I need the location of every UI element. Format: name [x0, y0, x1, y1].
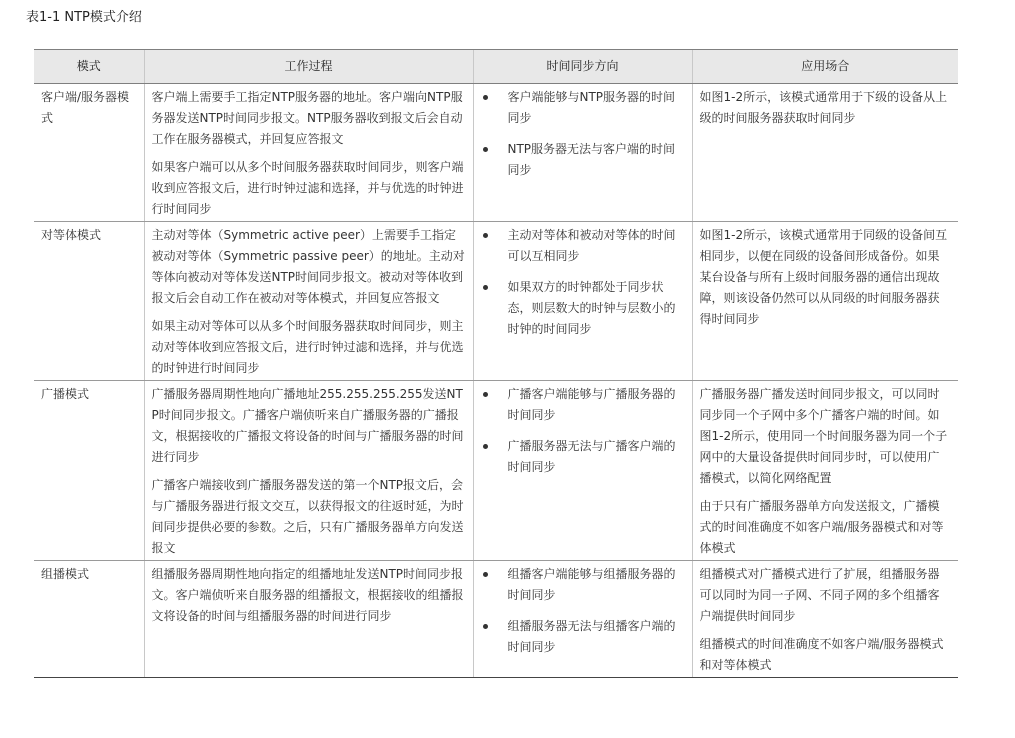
table-row: [34, 561, 958, 678]
sync-direction-list: [481, 87, 685, 181]
application-paragraph: 如图1-2所示，该模式通常用于同级的设备间互相同步，以便在同级的设备间形成备份。如果某台设备与所有上级时间服务器的通信出现故障，则该设备仍然可以从同级的时间服务器获得时间同步: [699, 228, 948, 326]
cell-sync-direction: [473, 222, 692, 381]
list-item-text: 客户端能够与NTP服务器的时间同步: [507, 90, 676, 125]
process-paragraph: 如果主动对等体可以从多个时间服务器获取时间同步，则主动对等体收到应答报文后，进行时钟过滤和选择，并与优选的时钟进行时间同步: [151, 319, 464, 375]
bullet-icon: [483, 233, 488, 238]
list-item: [481, 436, 685, 478]
application-paragraph: 组播模式对广播模式进行了扩展，组播服务器可以同时为同一子网、不同子网的多个组播客户端提供时间同步: [699, 567, 940, 623]
cell-mode: 组播模式: [34, 561, 144, 678]
bullet-icon: [483, 624, 488, 629]
bullet-icon: [483, 572, 488, 577]
list-item-text: 主动对等体和被动对等体的时间可以互相同步: [507, 228, 676, 263]
cell-process: [144, 561, 473, 678]
application-paragraph: 如图1-2所示，该模式通常用于下级的设备从上级的时间服务器获取时间同步: [699, 90, 948, 125]
cell-process: [144, 381, 473, 561]
cell-application: [692, 561, 958, 678]
cell-application: [692, 222, 958, 381]
list-item: [481, 384, 685, 426]
table-caption: 表1-1 NTP模式介绍: [26, 10, 142, 25]
sync-direction-list: [481, 564, 685, 658]
list-item-text: 广播服务器无法与广播客户端的时间同步: [507, 439, 676, 474]
bullet-icon: [483, 95, 488, 100]
sync-direction-list: [481, 384, 685, 478]
header-mode: 模式: [34, 50, 144, 84]
bullet-icon: [483, 444, 488, 449]
header-application: 应用场合: [692, 50, 958, 84]
list-item-text: 组播客户端能够与组播服务器的时间同步: [507, 567, 676, 602]
bullet-icon: [483, 147, 488, 152]
table-header-row: [34, 50, 958, 84]
list-item: [481, 564, 685, 606]
process-paragraph: 组播服务器周期性地向指定的组播地址发送NTP时间同步报文。客户端侦听来自服务器的组播报文，根据接收的组播报文将设备的时间与组播服务器的时间进行同步: [151, 567, 464, 623]
ntp-mode-table: [34, 49, 958, 678]
application-paragraph: 由于只有广播服务器单方向发送报文，广播模式的时间准确度不如客户端/服务器模式和对等体模式: [699, 499, 944, 555]
application-paragraph: 广播服务器广播发送时间同步报文，可以同时同步同一个子网中多个广播客户端的时间。如图1-2所示，使用同一个时间服务器为同一个子网中的大量设备提供时间同步时，可以使用广播模式，以简化网络配置: [699, 387, 948, 485]
table-row: [34, 381, 958, 561]
list-item: [481, 277, 685, 340]
list-item-text: 组播服务器无法与组播客户端的时间同步: [507, 619, 676, 654]
list-item: [481, 139, 685, 181]
bullet-icon: [483, 392, 488, 397]
process-paragraph: 广播服务器周期性地向广播地址255.255.255.255发送NTP时间同步报文。广播客户端侦听来自广播服务器的广播报文，根据接收的广播报文将设备的时间与广播服务器的时间进行同步: [151, 387, 464, 464]
list-item: [481, 87, 685, 129]
table-row: [34, 84, 958, 222]
list-item-text: NTP服务器无法与客户端的时间同步: [507, 142, 676, 177]
process-paragraph: 主动对等体（Symmetric active peer）上需要手工指定被动对等体（Symmetric passive peer）的地址。主动对等体向被动对等体发送NTP时间同步报文。被动对等体收到报文后会自动工作在被动对等体模式，并回复应答报文: [151, 228, 465, 305]
cell-mode: 对等体模式: [34, 222, 144, 381]
cell-application: [692, 84, 958, 222]
application-paragraph: 组播模式的时间准确度不如客户端/服务器模式和对等体模式: [699, 637, 944, 672]
process-paragraph: 广播客户端接收到广播服务器发送的第一个NTP报文后，会与广播服务器进行报文交互，以获得报文的往返时延，为时间同步提供必要的参数。之后，只有广播服务器单方向发送报文: [151, 478, 464, 555]
header-process: 工作过程: [144, 50, 473, 84]
cell-process: [144, 222, 473, 381]
table-row: [34, 222, 958, 381]
list-item-text: 如果双方的时钟都处于同步状态，则层数大的时钟与层数小的时钟的时间同步: [507, 280, 676, 336]
cell-sync-direction: [473, 84, 692, 222]
list-item: [481, 225, 685, 267]
cell-application: [692, 381, 958, 561]
sync-direction-list: [481, 225, 685, 340]
list-item-text: 广播客户端能够与广播服务器的时间同步: [507, 387, 676, 422]
cell-sync-direction: [473, 561, 692, 678]
cell-sync-direction: [473, 381, 692, 561]
bullet-icon: [483, 285, 488, 290]
cell-mode: 客户端/服务器模式: [34, 84, 144, 222]
list-item: [481, 616, 685, 658]
cell-mode: 广播模式: [34, 381, 144, 561]
process-paragraph: 客户端上需要手工指定NTP服务器的地址。客户端向NTP服务器发送NTP时间同步报文。NTP服务器收到报文后会自动工作在服务器模式，并回复应答报文: [151, 90, 463, 146]
header-sync-direction: 时间同步方向: [473, 50, 692, 84]
cell-process: [144, 84, 473, 222]
process-paragraph: 如果客户端可以从多个时间服务器获取时间同步，则客户端收到应答报文后，进行时钟过滤和选择，并与优选的时钟进行时间同步: [151, 160, 464, 216]
